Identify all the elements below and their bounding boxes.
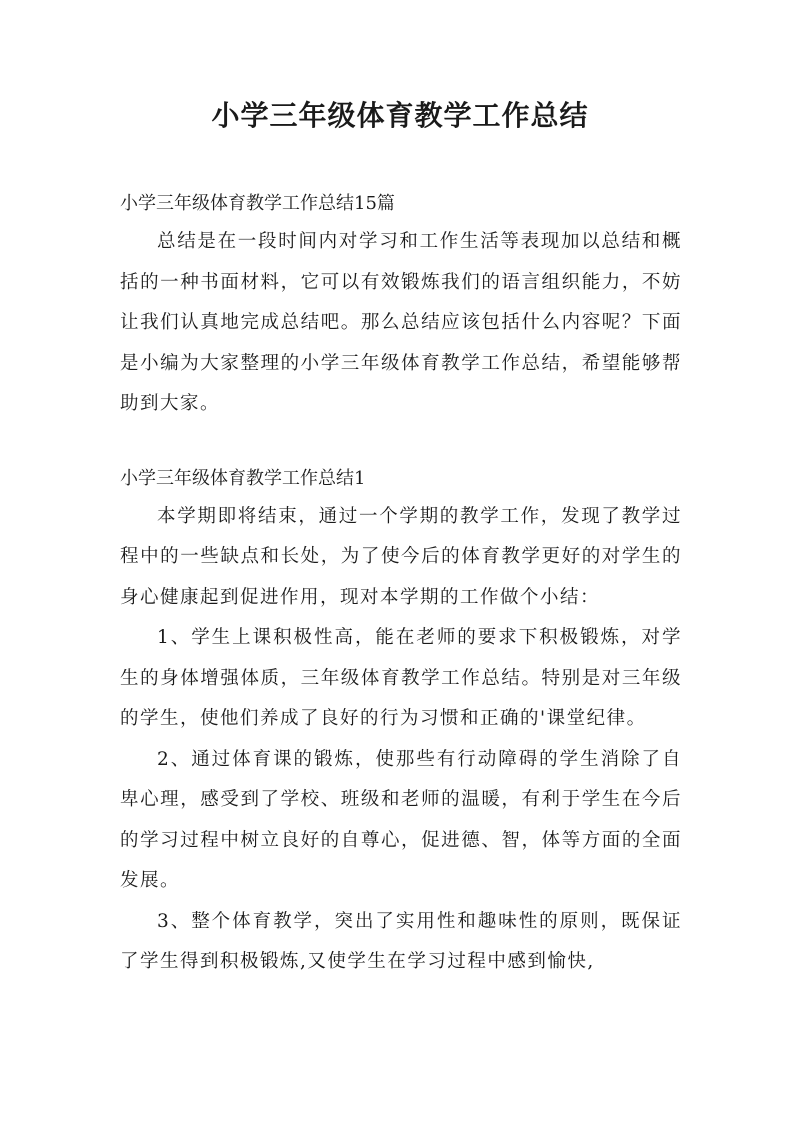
- page-title: 小学三年级体育教学工作总结: [211, 99, 589, 132]
- document-body: [120, 186, 682, 983]
- body-paragraph: 3、整个体育教学，突出了实用性和趣味性的原则，既保证了学生得到积极锻炼,又使学生在学习过程中感到愉快,: [120, 910, 682, 972]
- body-paragraph: 1、学生上课积极性高，能在老师的要求下积极锻炼，对学生的身体增强体质，三年级体育教学工作总结。特别是对三年级的学生，使他们养成了良好的行为习惯和正确的'课堂纪律。: [120, 627, 682, 729]
- body-paragraph: 本学期即将结束，通过一个学期的教学工作，发现了教学过程中的一些缺点和长处，为了使今后的体育教学更好的对学生的身心健康起到促进作用，现对本学期的工作做个小结：: [120, 505, 682, 608]
- body-paragraph: 2、通过体育课的锻炼，使那些有行动障碍的学生消除了自卑心理，感受到了学校、班级和老师的温暖，有利于学生在今后的学习过程中树立良好的自尊心，促进德、智，体等方面的全面发展。: [120, 748, 682, 891]
- section-spacer: [120, 425, 682, 461]
- intro-heading: 小学三年级体育教学工作总结15篇: [120, 193, 395, 214]
- section-heading: 小学三年级体育教学工作总结1: [120, 467, 366, 489]
- intro-paragraph: 总结是在一段时间内对学习和工作生活等表现加以总结和概括的一种书面材料，它可以有效锻炼我们的语言组织能力，不妨让我们认真地完成总结吧。那么总结应该包括什么内容呢？下面是小编为大家整理的小学三年级体育教学工作总结，希望能够帮助到大家。: [120, 231, 682, 414]
